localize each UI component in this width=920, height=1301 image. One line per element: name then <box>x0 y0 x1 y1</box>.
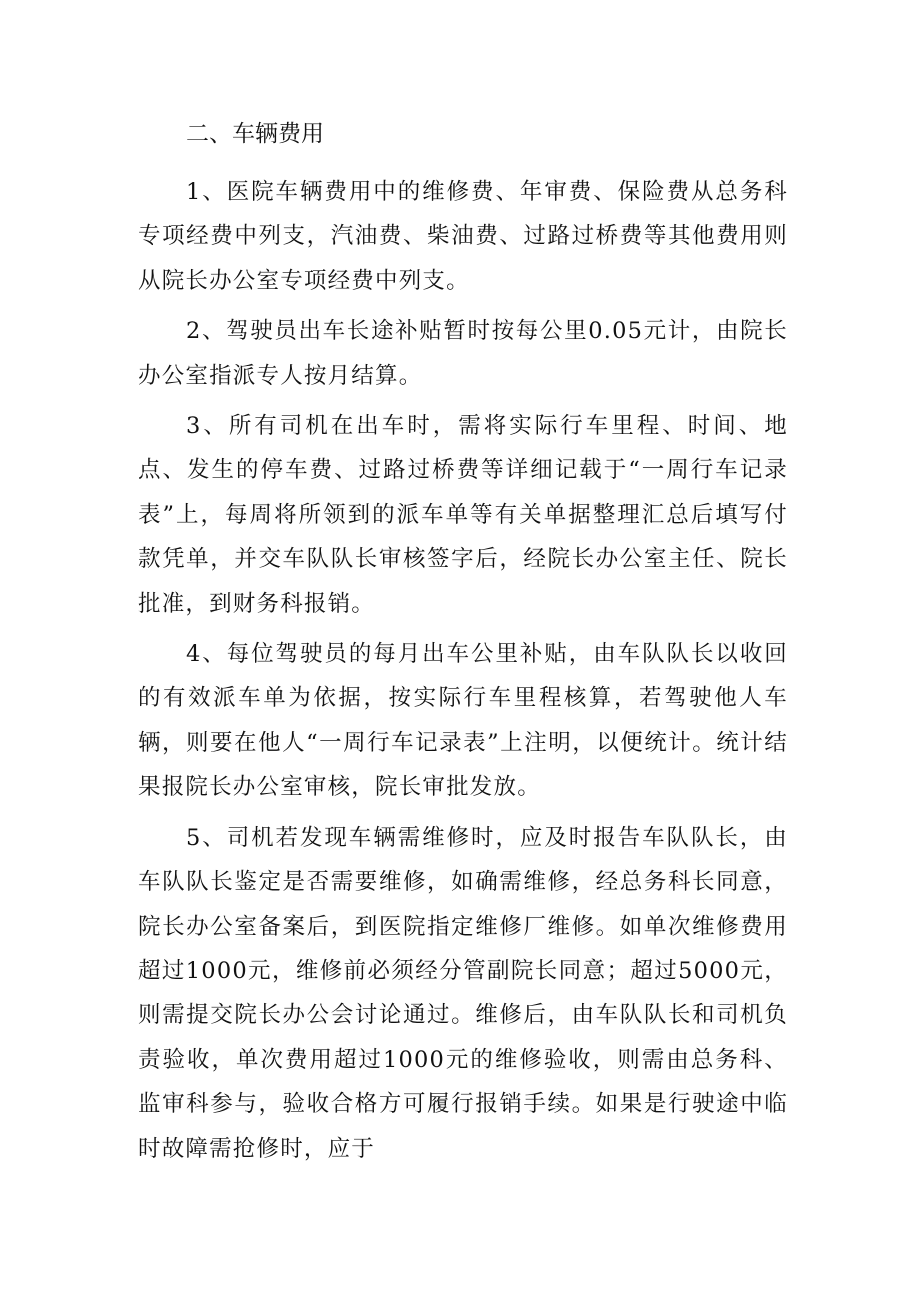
document-body <box>138 112 788 1177</box>
section-heading: 二、车辆费用 <box>186 121 324 147</box>
paragraph-2: 2、驾驶员出车长途补贴暂时按每公里0.05元计，由院长办公室指派专人按月结算。 <box>138 318 788 389</box>
paragraph-1: 1、医院车辆费用中的维修费、年审费、保险费从总务科专项经费中列支，汽油费、柴油费、过路过桥费等其他费用则从院长办公室专项经费中列支。 <box>138 179 788 294</box>
paragraph-4: 4、每位驾驶员的每月出车公里补贴，由车队队长以收回的有效派车单为依据，按实际行车里程核算，若驾驶他人车辆，则要在他人“一周行车记录表”上注明，以便统计。统计结果报院长办公室审核，院长审批发放。 <box>138 641 788 801</box>
paragraph-5: 5、司机若发现车辆需维修时，应及时报告车队队长，由车队队长鉴定是否需要维修，如确需维修，经总务科长同意，院长办公室备案后，到医院指定维修厂维修。如单次维修费用超过1000元，维修前必须经分管副院长同意；超过5000元，则需提交院长办公会讨论通过。维修后，由车队队长和司机负责验收，单次费用超过1000元的维修验收，则需由总务科、监审科参与，验收合格方可履行报销手续。如果是行驶途中临时故障需抢修时，应于 <box>138 824 788 1162</box>
paragraph-3: 3、所有司机在出车时，需将实际行车里程、时间、地点、发生的停车费、过路过桥费等详细记载于“一周行车记录表”上，每周将所领到的派车单等有关单据整理汇总后填写付款凭单，并交车队队长审核签字后，经院长办公室主任、院长批准，到财务科报销。 <box>138 413 788 617</box>
